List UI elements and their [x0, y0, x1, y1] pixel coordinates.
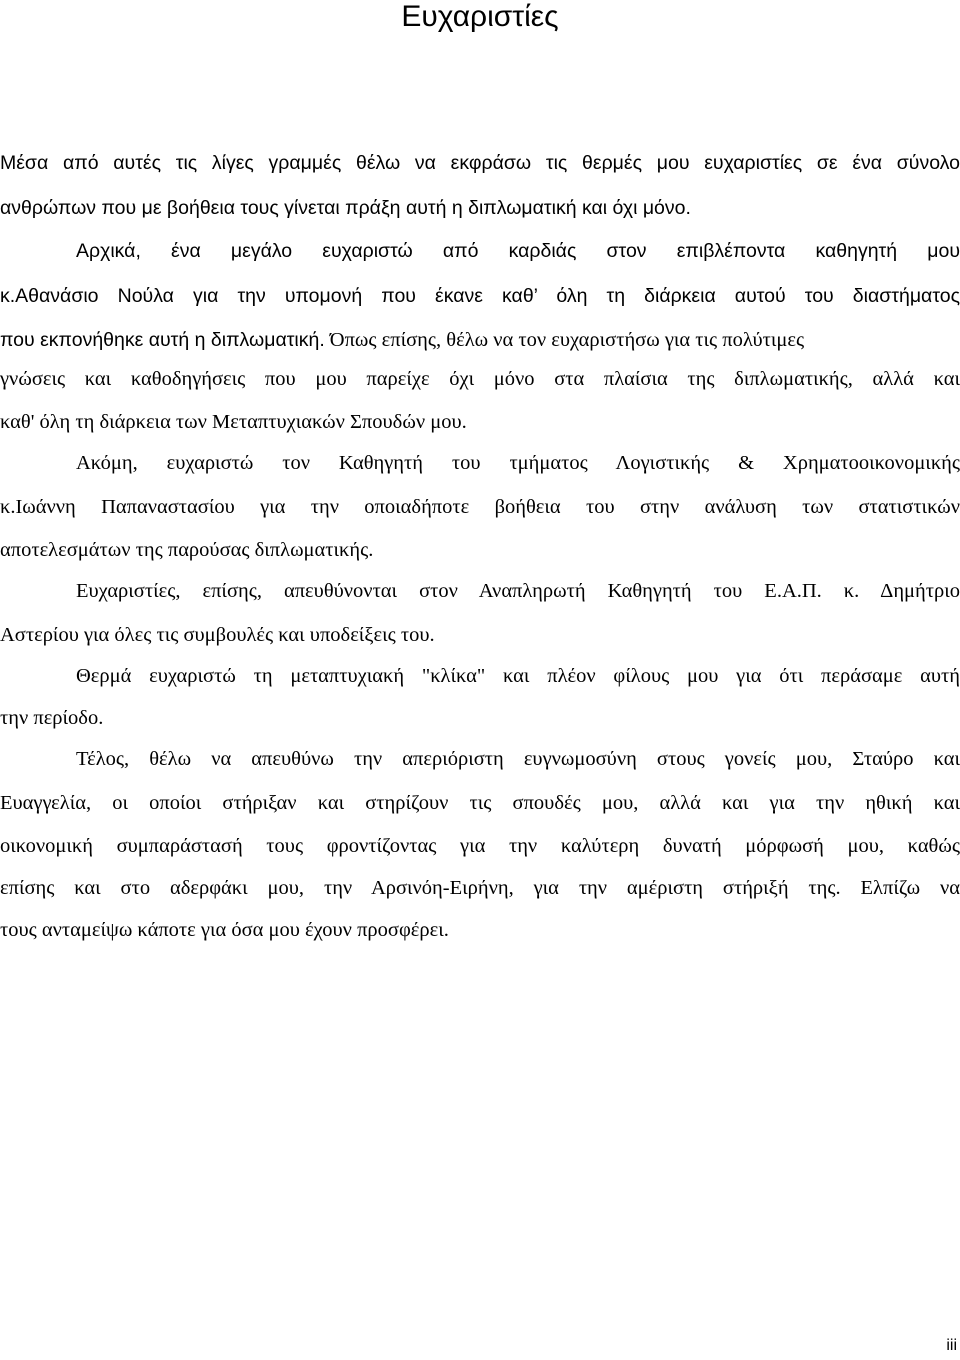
paragraph-line: τους ανταμείψω κάποτε για όσα μου έχουν προσφέρει.	[0, 919, 449, 941]
paragraph-line: αποτελεσμάτων της παρούσας διπλωματικής.	[0, 539, 374, 561]
paragraph-line: Αστερίου για όλες τις συμβουλές και υποδείξεις του.	[0, 624, 435, 646]
paragraph-line-part: Όπως επίσης, θέλω να τον ευχαριστήσω για τις πολύτιμες	[329, 329, 805, 351]
paragraph-line: Ευαγγελία, οι οποίοι στήριξαν και στηρίζουν τις σπουδές μου, αλλά και για την ηθική και	[0, 792, 960, 814]
paragraph-line: κ.Ιωάννη Παπαναστασίου για την οποιαδήποτε βοήθεια του στην ανάλυση των στατιστικών	[0, 496, 960, 518]
paragraph-line: Αρχικά, ένα μεγάλο ευχαριστώ από καρδιάς στον επιβλέποντα καθηγητή μου	[76, 240, 960, 262]
paragraph-line: κ.Αθανάσιο Νούλα για την υπομονή που έκανε καθ’ όλη τη διάρκεια αυτού του διαστήματος	[0, 285, 960, 307]
paragraph-line: Μέσα από αυτές τις λίγες γραμμές θέλω να εκφράσω τις θερμές μου ευχαριστίες σε ένα σύνολο	[0, 152, 960, 174]
paragraph-line: Θερμά ευχαριστώ τη μεταπτυχιακή "κλίκα" και πλέον φίλους μου για ότι περάσαμε αυτή	[76, 665, 960, 687]
page-number: iii	[946, 1337, 957, 1354]
mixed-font-line	[0, 328, 960, 352]
paragraph-line: καθ' όλη τη διάρκεια των Μεταπτυχιακών Σπουδών μου.	[0, 411, 467, 433]
paragraph-line: Τέλος, θέλω να απευθύνω την απεριόριστη ευγνωμοσύνη στους γονείς μου, Σταύρο και	[76, 748, 960, 770]
paragraph-line: Ακόμη, ευχαριστώ τον Καθηγητή του τμήματος Λογιστικής & Χρηματοοικονομικής	[76, 452, 960, 474]
paragraph-line: ανθρώπων που με βοήθεια τους γίνεται πράξη αυτή η διπλωματική και όχι μόνο.	[0, 197, 691, 219]
paragraph-line: γνώσεις και καθοδηγήσεις που μου παρείχε όχι μόνο στα πλαίσια της διπλωματικής, αλλά και	[0, 368, 960, 390]
paragraph-line: οικονομική συμπαράστασή τους φροντίζοντας για την καλύτερη δυνατή μόρφωσή μου, καθώς	[0, 835, 960, 857]
paragraph-line: την περίοδο.	[0, 707, 104, 729]
paragraph-line: επίσης και στο αδερφάκι μου, την Αρσινόη-Ειρήνη, για την αμέριστη στήριξή της. Ελπίζω να	[0, 877, 960, 899]
paragraph-line: Ευχαριστίες, επίσης, απευθύνονται στον Αναπληρωτή Καθηγητή του Ε.Α.Π. κ. Δημήτριο	[76, 580, 960, 602]
paragraph-line-part: που εκπονήθηκε αυτή η διπλωματική.	[0, 329, 325, 351]
page-title: Ευχαριστίες	[401, 0, 559, 33]
